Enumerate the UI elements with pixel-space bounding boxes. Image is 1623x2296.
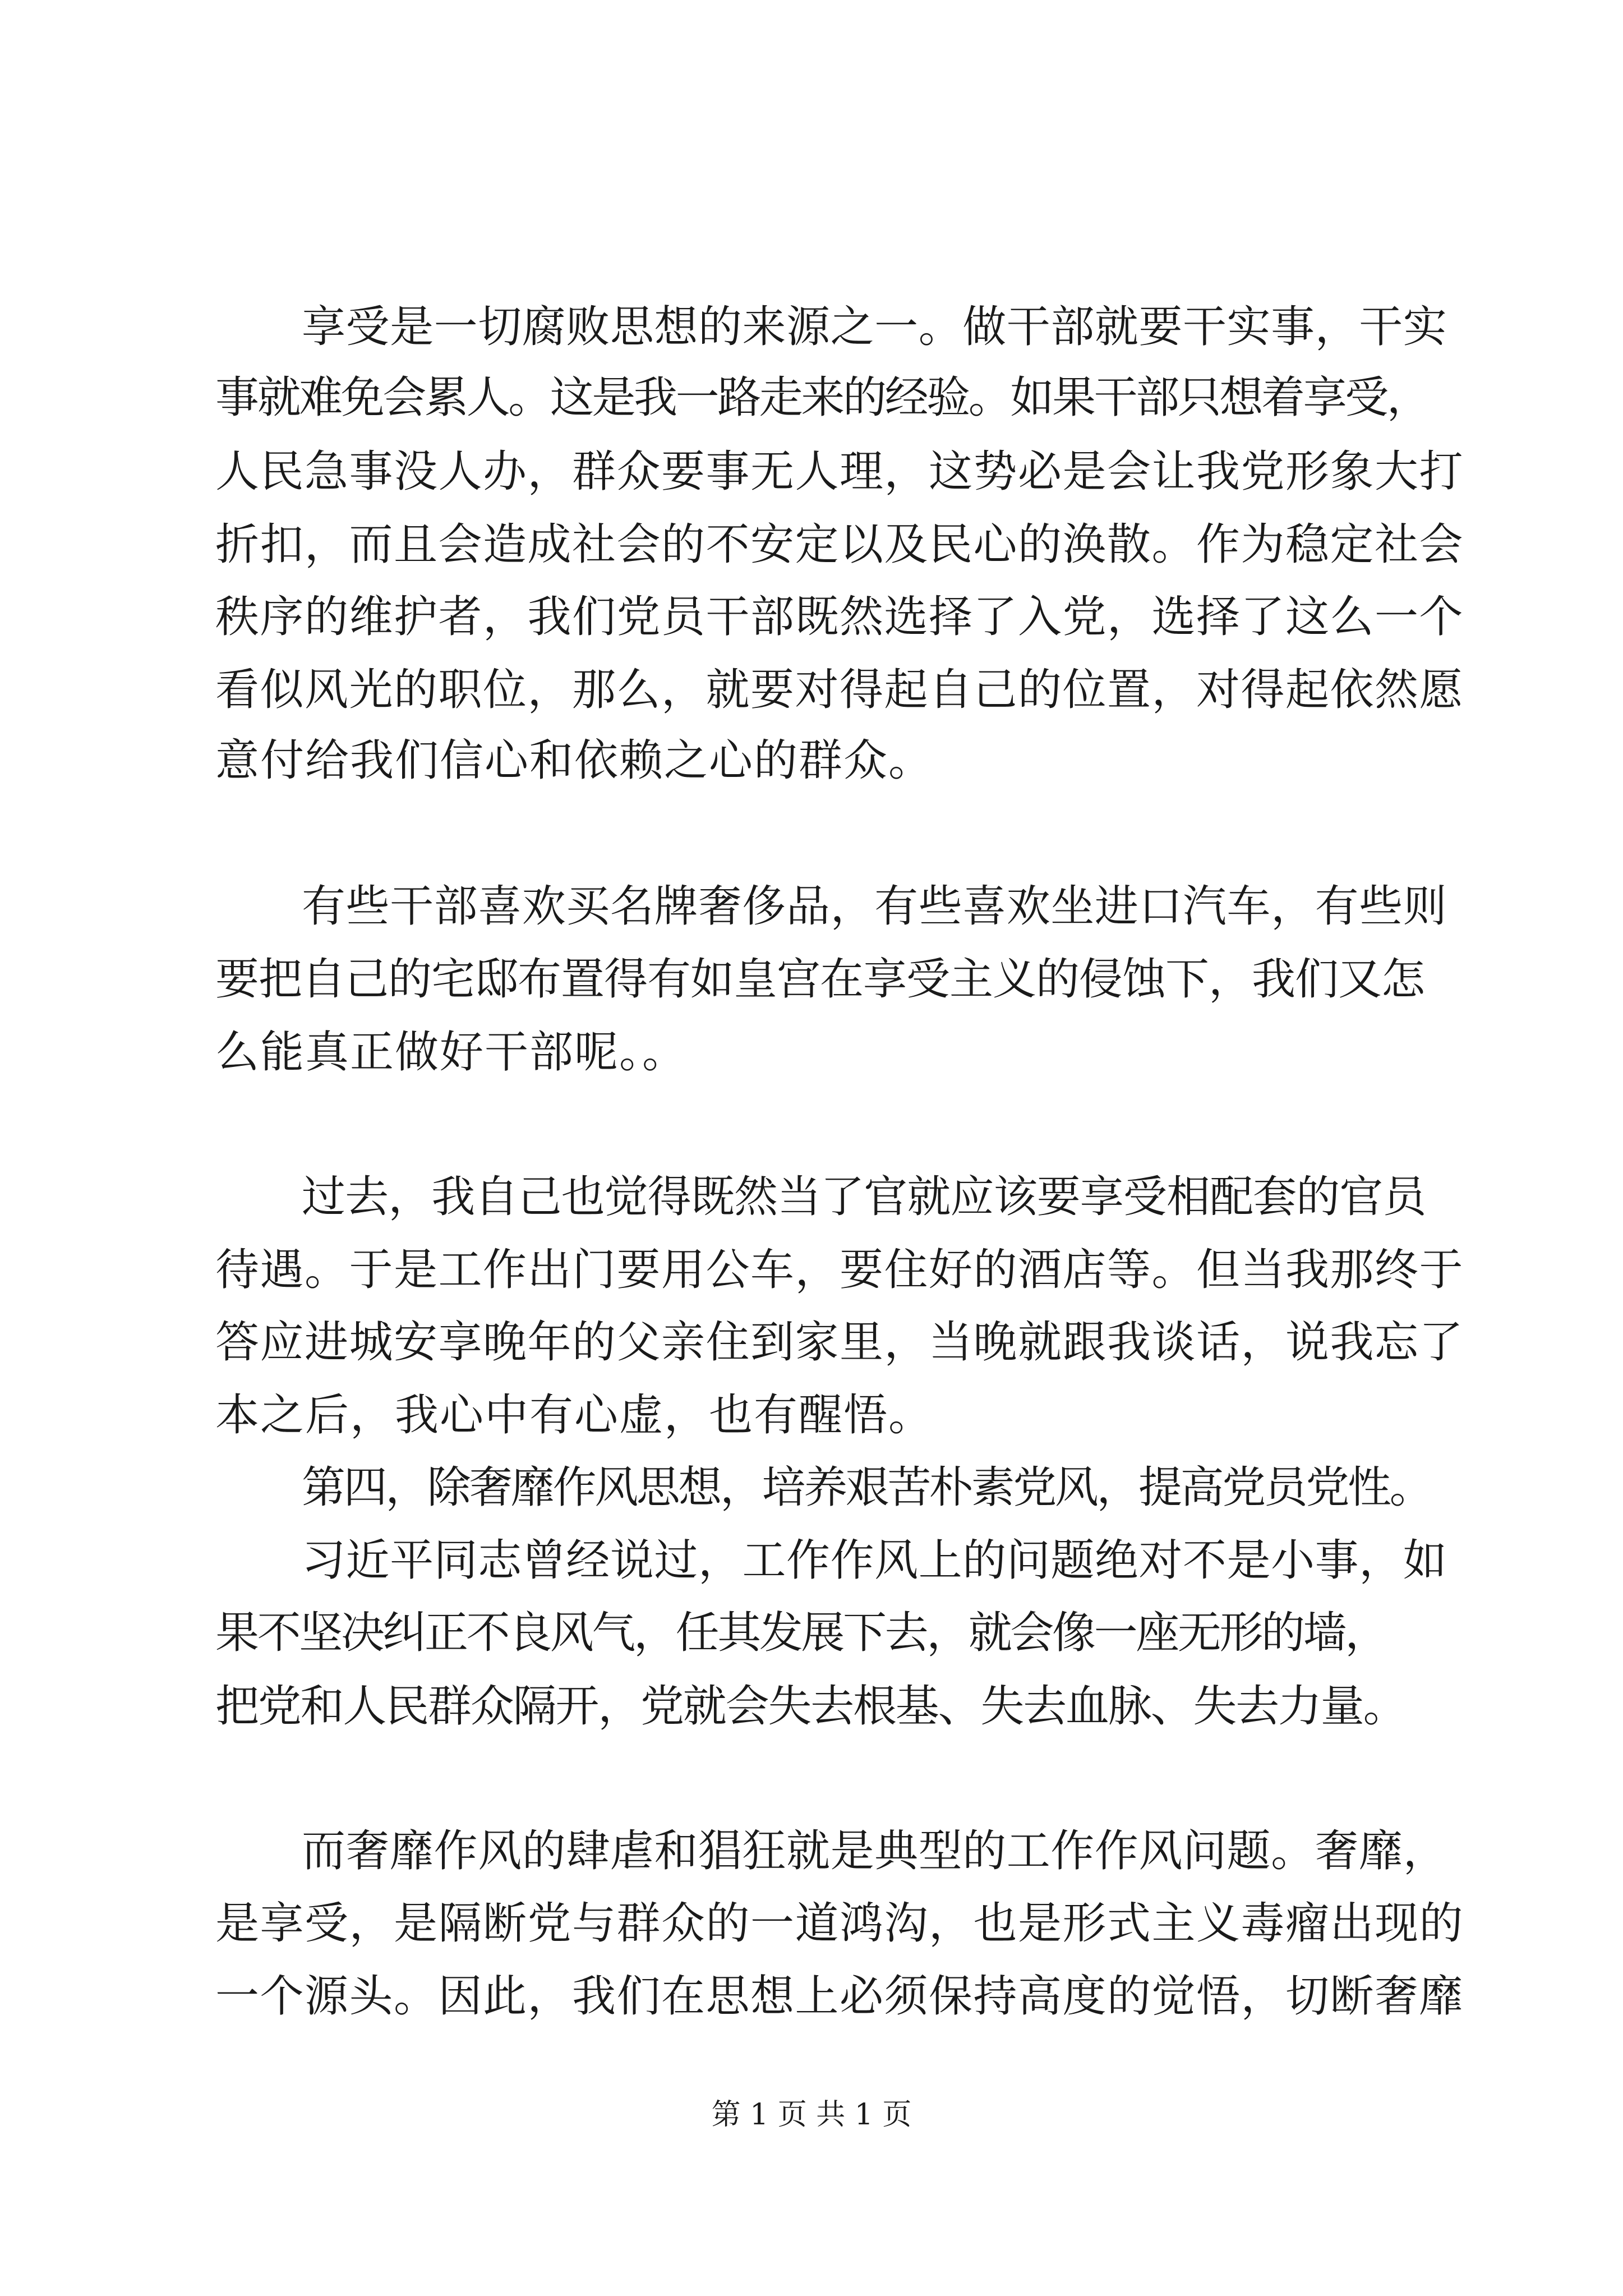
body-text-line: 意付给我们信心和依赖之心的群众。 bbox=[215, 735, 934, 786]
body-text-line: 过去，我自己也觉得既然当了官就应该要享受相配套的官员 bbox=[302, 1172, 1426, 1222]
body-text-line: 是享受，是隔断党与群众的一道鸿沟，也是形式主义毒瘤出现的 bbox=[215, 1898, 1464, 1949]
body-text-line: 享受是一切腐败思想的来源之一。做干部就要干实事，干实 bbox=[302, 302, 1447, 352]
body-text-line: 一个源头。因此，我们在思想上必须保持高度的觉悟，切断奢靡 bbox=[215, 1971, 1464, 2022]
body-text-line: 事就难免会累人。这是我一路走来的经验。如果干部只想着享受， bbox=[215, 372, 1429, 423]
body-text-line: 答应进城安享晚年的父亲住到家里，当晚就跟我谈话，说我忘了 bbox=[215, 1317, 1464, 1368]
body-text-line: 折扣，而且会造成社会的不安定以及民心的涣散。作为稳定社会 bbox=[215, 519, 1464, 570]
body-text-line: 果不坚决纠正不良风气，任其发展下去，就会像一座无形的墙， bbox=[215, 1608, 1387, 1658]
page-footer: 第 1 页 共 1 页 bbox=[711, 2098, 912, 2132]
section-heading-line: 第四，除奢靡作风思想，培养艰苦朴素党风，提高党员党性。 bbox=[302, 1462, 1432, 1513]
body-text-line: 习近平同志曾经说过，工作作风上的问题绝对不是小事，如 bbox=[302, 1535, 1447, 1586]
body-text-line: 人民急事没人办，群众要事无人理，这势必是会让我党形象大打 bbox=[215, 447, 1464, 497]
body-text-line: 有些干部喜欢买名牌奢侈品，有些喜欢坐进口汽车，有些则 bbox=[302, 881, 1447, 932]
body-text-line: 么能真正做好干部呢。。 bbox=[215, 1027, 688, 1078]
body-text-line: 把党和人民群众隔开，党就会失去根基、失去血脉、失去力量。 bbox=[215, 1681, 1406, 1732]
body-text-line: 而奢靡作风的肆虐和猖狂就是典型的工作作风问题。奢靡， bbox=[302, 1826, 1447, 1876]
body-text-line: 看似风光的职位，那么，就要对得起自己的位置，对得起依然愿 bbox=[215, 665, 1464, 715]
body-text-line: 要把自己的宅邸布置得有如皇宫在享受主义的侵蚀下，我们又怎 bbox=[215, 954, 1425, 1005]
body-text-line: 本之后，我心中有心虚，也有醒悟。 bbox=[215, 1390, 934, 1441]
body-text-line: 待遇。于是工作出门要用公车，要住好的酒店等。但当我那终于 bbox=[215, 1245, 1464, 1295]
body-text-line: 秩序的维护者，我们党员干部既然选择了入党，选择了这么一个 bbox=[215, 592, 1464, 642]
